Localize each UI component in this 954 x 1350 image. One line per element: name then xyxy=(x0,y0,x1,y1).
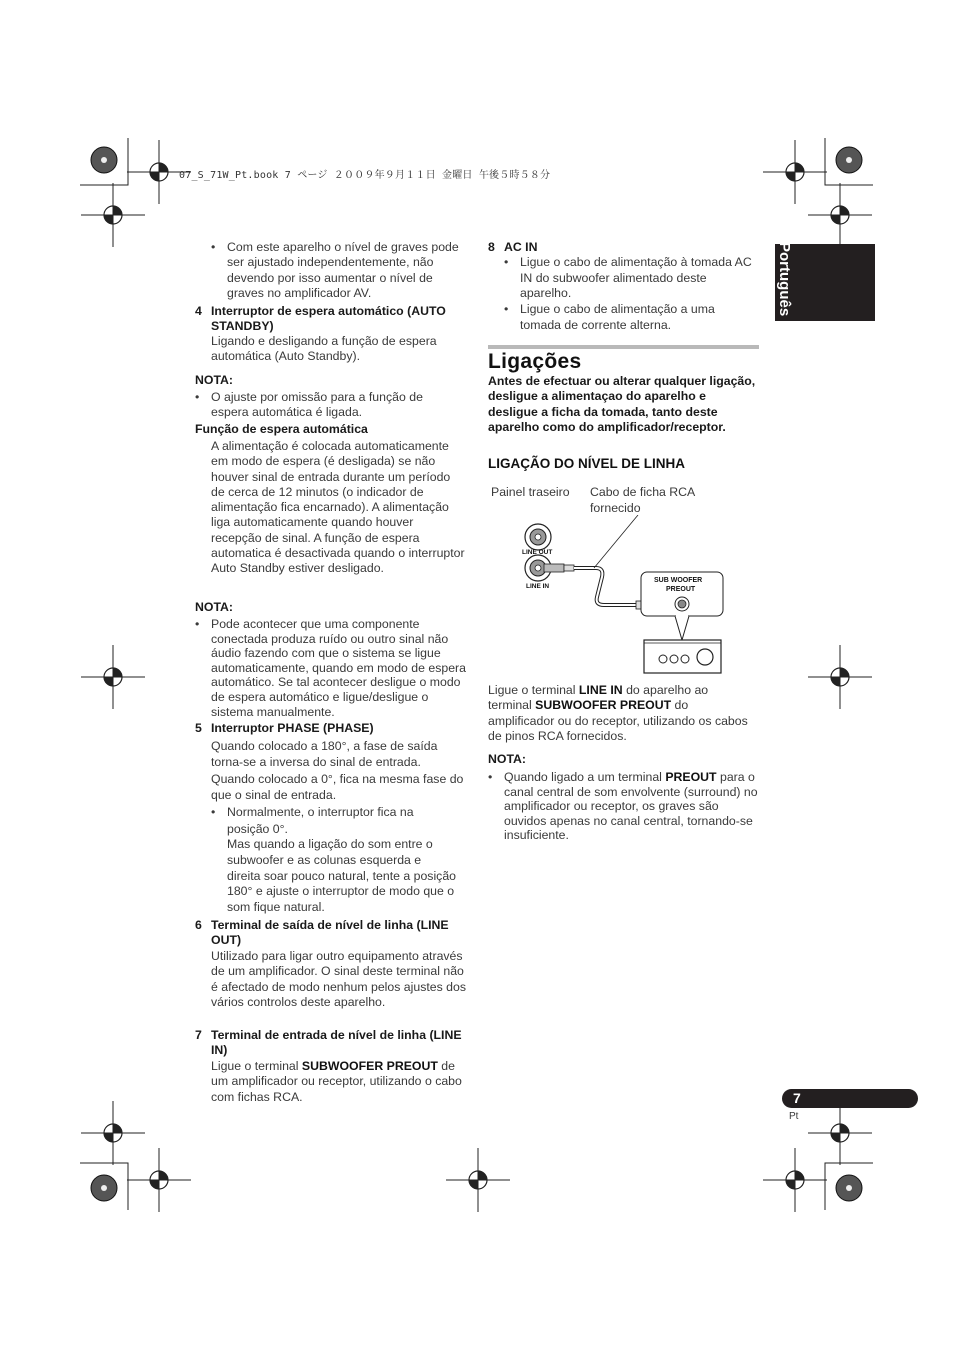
connect-instructions xyxy=(488,683,750,744)
right-nota-label: NOTA: xyxy=(488,752,527,766)
section-rule xyxy=(488,345,759,349)
section-title: Ligações xyxy=(488,350,582,373)
funcao-body: A alimentação é colocada automaticamente em modo de espera (é desligada) se não houver sinal de entrada durante um período de cerca de 12 minutos (o indicador de alimentação fica encarnado). A alimentação liga automaticamente quando houver recepção de sinal. A função de espera automatica é desactivada quando o interruptor Auto Standby estiver desligado. xyxy=(211,439,465,576)
funcao-title: Função de espera automática xyxy=(195,422,368,436)
sub-preout-label-2: PREOUT xyxy=(666,586,696,593)
right-nota-bullet xyxy=(504,770,760,843)
nota1-bullet: • O ajuste por omissão para a função de espera automática é ligada. xyxy=(211,390,461,421)
sub-preout-label-1: SUB WOOFER xyxy=(654,577,703,584)
connect-text-pre: Ligue o terminal xyxy=(488,683,579,697)
subsection-title: LIGAÇÃO DO NÍVEL DE LINHA xyxy=(488,456,686,471)
item4-title: Interruptor de espera automático (AUTO STANDBY) xyxy=(211,304,446,334)
item5-bullet-continuation: Mas quando a ligação do som entre o subwoofer e as colunas esquerda e direita soar pouco natural, tente a posição 180° e ajuste o interruptor de modo que o som fique natural. xyxy=(227,837,457,915)
page-number-badge xyxy=(782,1089,918,1108)
right-nota-bold: PREOUT xyxy=(665,770,717,784)
right-nota-pre: Quando ligado a um terminal xyxy=(504,770,666,784)
item6-body: Utilizado para ligar outro equipamento através de um amplificador. O sinal deste terminal não é afectado de modo nenhum pelos ajustes dos vários controlos deste aparelho. xyxy=(211,949,466,1009)
item7-body-bold: SUBWOOFER PREOUT xyxy=(301,1059,438,1073)
item7-body-post: de um amplificador ou receptor, utilizando o cabo com fichas RCA. xyxy=(211,1059,462,1104)
item8-number: 8 xyxy=(488,240,495,254)
left-top-bullet: • Com este aparelho o nível de graves pode ser ajustado independentemente, não devendo por isso aumentar o nível de graves no amplificador AV. xyxy=(227,240,467,301)
item6-number: 6 xyxy=(195,918,202,932)
page-lang-code: Pt xyxy=(789,1111,799,1122)
item7-body xyxy=(211,1059,467,1105)
diagram-label-cable-1: Cabo de ficha RCA xyxy=(590,485,696,499)
nota2-label: NOTA: xyxy=(195,600,234,614)
item8-bullet2: • Ligue o cabo de alimentação a uma tomada de corrente alterna. xyxy=(520,302,756,333)
warning-text: Antes de efectuar ou alterar qualquer ligação, desligue a alimentaçao do aparelho e desligue a ficha da tomada, tanto deste aparelho como do amplificador/receptor. xyxy=(488,374,756,434)
amplifier-icon xyxy=(644,640,721,673)
item8-title: AC IN xyxy=(504,240,538,254)
connect-text-post: do amplificador ou do receptor, utilizando os cabos de pinos RCA fornecidos. xyxy=(488,698,748,743)
nota1-label: NOTA: xyxy=(195,373,234,387)
item5-title: Interruptor PHASE (PHASE) xyxy=(211,721,374,735)
diagram-label-panel: Painel traseiro xyxy=(491,485,570,499)
item7-title: Terminal de entrada de nível de linha (LINE IN) xyxy=(211,1028,462,1058)
item5-p2: Quando colocado a 0°, fica na mesma fase do que o sinal de entrada. xyxy=(211,772,464,802)
item6-title: Terminal de saída de nível de linha (LINE OUT) xyxy=(211,918,449,948)
item7-number: 7 xyxy=(195,1028,202,1042)
connect-text-bold-1: LINE IN xyxy=(578,683,623,697)
item4-number: 4 xyxy=(195,304,202,318)
jack-line-out-label: LINE OUT xyxy=(522,549,553,556)
diagram-label-cable-2: fornecido xyxy=(590,501,641,515)
item5-p1: Quando colocado a 180°, a fase de saída torna-se a inversa do sinal de entrada. xyxy=(211,739,438,769)
connection-diagram xyxy=(488,515,758,680)
line-out-jack xyxy=(525,524,551,550)
item8-bullet1: • Ligue o cabo de alimentação à tomada AC IN do subwoofer alimentado deste aparelho. xyxy=(520,255,756,302)
jack-line-in-label: LINE IN xyxy=(526,583,550,590)
file-header: 07_S_71W_Pt.book 7 ページ ２００９年９月１１日 金曜日 午後５時５８分 xyxy=(179,170,551,181)
item4-body: Ligando e desligando a função de espera automática (Auto Standby). xyxy=(211,334,437,364)
page-number: 7 xyxy=(793,1090,801,1106)
language-tab: Português xyxy=(775,244,875,321)
item5-bullet: • Normalmente, o interruptor fica na posição 0°. xyxy=(227,804,457,837)
connect-text-mid: do aparelho ao terminal xyxy=(488,683,709,713)
item5-number: 5 xyxy=(195,721,202,735)
connect-text-bold-2: SUBWOOFER PREOUT xyxy=(535,698,672,713)
item7-body-pre: Ligue o terminal xyxy=(211,1059,302,1073)
nota2-bullet: • Pode acontecer que uma componente conectada produza ruído ou outro sinal não áudio fazendo com que o sistema se ligue automaticamente, quando em modo de espera automático. Se tal acontecer desligue o modo de espera automático e ligue/desligue o sistema manualmente. xyxy=(211,617,467,719)
right-nota-post: para o canal central de som envolvente (surround) no amplificador ou receptor, os graves são ouvidos apenas no canal central, tornando-se insuficiente. xyxy=(504,770,758,842)
